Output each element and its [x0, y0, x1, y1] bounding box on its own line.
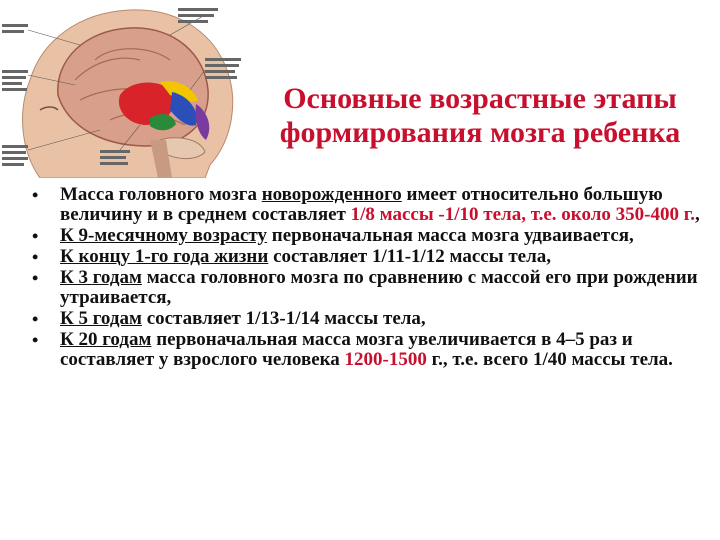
slide-title [250, 82, 710, 150]
item-underlined: К концу 1-го года жизни [60, 246, 269, 267]
list-item [26, 330, 706, 370]
bullet-icon: • [32, 330, 39, 350]
item-text: первоначальная масса мозга удваивается, [267, 225, 634, 246]
item-text: составляет 1/11-1/12 массы тела, [268, 246, 551, 267]
item-underlined: К 3 годам [60, 267, 142, 288]
item-underlined: К 5 годам [60, 308, 142, 329]
bullet-icon: • [32, 226, 39, 246]
item-text: имеет относительно большую величину и в среднем составляет [60, 184, 663, 225]
item-underlined: К 9-месячному возрасту [60, 225, 268, 246]
title-line-2: формирования мозга ребенка [279, 116, 681, 149]
item-text: первоначальная масса мозга увеличивается в 4–5 раз и составляет у взрослого человека [60, 329, 633, 370]
title-line-1: Основные возрастные этапы [283, 82, 677, 115]
list-item [26, 268, 706, 308]
item-text: Масса головного мозга [60, 184, 262, 205]
item-underlined: К 20 годам [60, 329, 152, 350]
list-item [26, 247, 706, 267]
item-underlined: новорожденного [261, 184, 402, 205]
bullet-icon: • [32, 247, 39, 267]
list-item [26, 309, 706, 329]
bullet-icon: • [32, 185, 39, 205]
item-text: г., т.е. всего 1/40 массы тела. [426, 349, 673, 370]
item-highlight: 1/8 массы -1/10 тела, т.е. около 350-400 г. [350, 204, 695, 225]
list-item [26, 226, 706, 246]
brain-anatomy-illustration [0, 0, 245, 178]
item-text: , [694, 204, 700, 225]
list-item [26, 185, 706, 225]
item-text: составляет 1/13-1/14 массы тела, [141, 308, 426, 329]
facts-list [26, 185, 706, 371]
bullet-icon: • [32, 268, 39, 288]
item-highlight: 1200-1500 [344, 349, 427, 370]
bullet-icon: • [32, 309, 39, 329]
item-text: масса головного мозга по сравнению с массой его при рождении утраивается, [60, 267, 698, 308]
